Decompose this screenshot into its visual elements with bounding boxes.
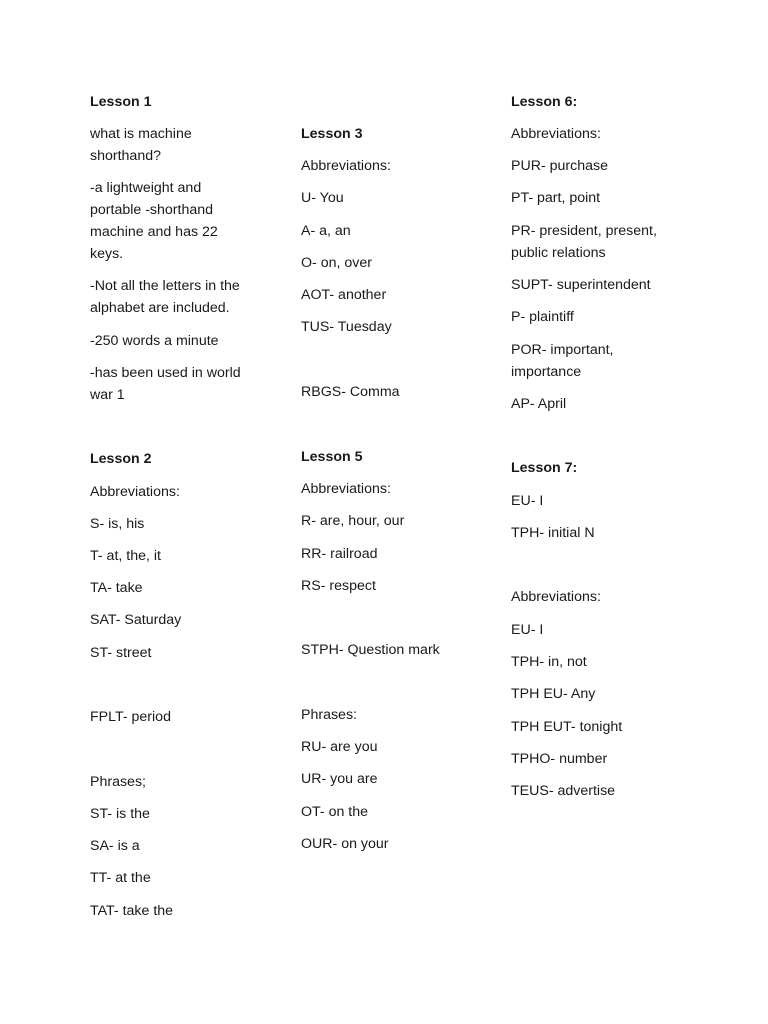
- abbreviations-label: Abbreviations:: [90, 484, 180, 500]
- phrase-item: ST- is the: [90, 806, 150, 822]
- abbreviation-item: RBGS- Comma: [301, 384, 400, 400]
- abbreviation-item: TPH- in, not: [511, 654, 587, 670]
- lesson-1-question-line: what is machine: [90, 126, 192, 142]
- abbreviation-item: O- on, over: [301, 255, 372, 271]
- phrase-item: TT- at the: [90, 870, 151, 886]
- phrase-item: OT- on the: [301, 804, 369, 820]
- phrase-item: UR- you are: [301, 771, 378, 787]
- lesson-1-text-line: alphabet are included.: [90, 300, 230, 316]
- abbreviation-item: T- at, the, it: [90, 548, 161, 564]
- abbreviation-item: TPH- initial N: [511, 525, 595, 541]
- lesson-1-heading: Lesson 1: [90, 94, 152, 110]
- abbreviation-item: FPLT- period: [90, 709, 171, 725]
- lesson-1-text-line: portable -shorthand: [90, 202, 214, 218]
- abbreviations-label: Abbreviations:: [301, 481, 391, 497]
- abbreviation-item: PT- part, point: [511, 190, 601, 206]
- lesson-1-text-line: keys.: [90, 246, 124, 262]
- abbreviation-item: RS- respect: [301, 578, 376, 594]
- abbreviation-item: TPH EUT- tonight: [511, 719, 623, 735]
- abbreviations-label: Abbreviations:: [301, 158, 391, 174]
- phrases-label: Phrases;: [90, 774, 146, 790]
- abbreviation-item: TUS- Tuesday: [301, 319, 392, 335]
- abbreviation-item: STPH- Question mark: [301, 642, 440, 658]
- lesson-1-text-line: -Not all the letters in the: [90, 278, 240, 294]
- lesson-1-text-line: -250 words a minute: [90, 333, 219, 349]
- lesson-7-heading: Lesson 7:: [511, 460, 578, 476]
- abbreviations-label: Abbreviations:: [511, 589, 601, 605]
- abbreviation-item: AOT- another: [301, 287, 387, 303]
- abbreviation-item: A- a, an: [301, 223, 351, 239]
- lesson-1-text-line: -a lightweight and: [90, 180, 202, 196]
- abbreviation-item: EU- I: [511, 493, 544, 509]
- lesson-1-text-line: war 1: [90, 387, 125, 403]
- phrase-item: SA- is a: [90, 838, 140, 854]
- lesson-1-text-line: -has been used in world: [90, 365, 241, 381]
- abbreviation-item: P- plaintiff: [511, 309, 574, 325]
- abbreviation-item: TEUS- advertise: [511, 783, 616, 799]
- abbreviation-item: SAT- Saturday: [90, 612, 182, 628]
- lesson-1-text-line: machine and has 22: [90, 224, 218, 240]
- abbreviation-item: public relations: [511, 245, 606, 261]
- phrases-label: Phrases:: [301, 707, 357, 723]
- abbreviation-item: importance: [511, 364, 582, 380]
- abbreviation-item: R- are, hour, our: [301, 513, 405, 529]
- abbreviation-item: SUPT- superintendent: [511, 277, 651, 293]
- lesson-3-heading: Lesson 3: [301, 126, 363, 142]
- abbreviation-item: S- is, his: [90, 516, 145, 532]
- lesson-1-question-line: shorthand?: [90, 148, 161, 164]
- abbreviation-item: POR- important,: [511, 342, 614, 358]
- abbreviation-item: ST- street: [90, 645, 152, 661]
- abbreviations-label: Abbreviations:: [511, 126, 601, 142]
- phrase-item: OUR- on your: [301, 836, 389, 852]
- phrase-item: TAT- take the: [90, 903, 174, 919]
- abbreviation-item: RR- railroad: [301, 546, 378, 562]
- abbreviation-item: PUR- purchase: [511, 158, 608, 174]
- abbreviation-item: AP- April: [511, 396, 567, 412]
- abbreviation-item: U- You: [301, 190, 344, 206]
- abbreviation-item: TPH EU- Any: [511, 686, 596, 702]
- phrase-item: RU- are you: [301, 739, 378, 755]
- lesson-2-heading: Lesson 2: [90, 451, 152, 467]
- abbreviation-item: EU- I: [511, 622, 544, 638]
- abbreviation-item: PR- president, present,: [511, 223, 657, 239]
- abbreviation-item: TA- take: [90, 580, 143, 596]
- lesson-5-heading: Lesson 5: [301, 449, 363, 465]
- abbreviation-item: TPHO- number: [511, 751, 608, 767]
- lesson-6-heading: Lesson 6:: [511, 94, 578, 110]
